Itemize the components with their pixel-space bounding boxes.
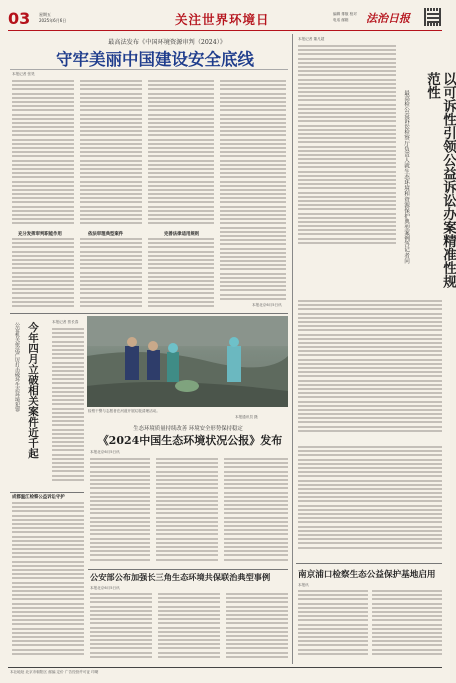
article6-headline: 南京浦口检察生态公益保护基地启用 [298, 570, 436, 580]
article5-body-col2 [158, 593, 220, 663]
article1-source-note: 本报北京6月5日讯 [252, 303, 282, 307]
article1-body-col4 [220, 80, 286, 310]
article4-body-col2 [156, 458, 218, 566]
photo-scene [87, 316, 288, 407]
photo-credit: 本报通讯员 摄 [235, 415, 258, 419]
article1-body-col2 [80, 80, 142, 230]
article2-bottom-rule [10, 492, 84, 493]
article3-body-top [298, 45, 396, 255]
article1-subhead-2: 依法审理典型案件 [88, 232, 124, 237]
article5-body-col1 [90, 593, 152, 663]
article1-rule [10, 69, 288, 70]
article3-body-low [298, 446, 442, 558]
contact-info: 电话 邮箱 [333, 18, 349, 22]
article1-body-col2b [80, 238, 142, 310]
article2-body-lower [12, 502, 84, 662]
article4-byline: 本报北京6月5日讯 [90, 450, 120, 454]
article5-top-rule [88, 569, 288, 570]
article2-body [52, 328, 84, 488]
article3-headline: 以可诉性引领公益诉讼办案精准性规范性 [424, 72, 456, 288]
footer-text: 本社地址 北京市朝阳区 邮编 定价 广告经营许可证 印刷 [10, 670, 99, 674]
article6-byline: 本报讯 [298, 583, 309, 587]
qr-code-icon [424, 8, 442, 26]
article1-byline: 本报记者 张昊 [12, 72, 35, 76]
article5-headline: 公安部公布加强长三角生态环境共保联治典型事例 [90, 572, 271, 582]
page-date: 2025年6月6日 [39, 18, 67, 23]
page-header [8, 8, 442, 30]
article6-body-col2 [372, 590, 442, 663]
footer-rule [8, 667, 442, 668]
header-rule [8, 30, 442, 31]
article1-subhead-1: 充分发挥审判职能作用 [18, 232, 62, 237]
newspaper-logo: 法治日报 [366, 12, 410, 25]
article2-kicker: 公安机关依法严厉打击破坏生态环境犯罪 [14, 322, 20, 412]
article2-subhead: 成都温江检察公益诉讼守护 [12, 495, 65, 500]
article1-body-col3b [148, 238, 214, 310]
article3-kicker: 最高检公益诉讼检察厅负责人就生态环境和资源保护典型案例答记者问 [403, 90, 409, 264]
right-column-divider [292, 34, 293, 664]
article5-byline: 本报北京6月5日讯 [90, 586, 120, 590]
page-number: 03 [8, 9, 31, 28]
article4-body-col1 [90, 458, 150, 566]
article4-headline: 《2024中国生态环境状况公报》发布 [97, 434, 283, 447]
article6-body-col1 [298, 590, 368, 663]
article2-byline: 本报记者 蔡长春 [52, 320, 79, 324]
article1-body-col1 [12, 80, 74, 230]
article1-subhead-3: 完善法律适用规则 [164, 232, 200, 237]
editor-info: 编辑 排版 校对 [333, 12, 357, 16]
photo-caption: 检察干警与志愿者在河道开展垃圾清理活动。 [88, 409, 160, 413]
article1-kicker: 最高法发布《中国环境资源审判（2024）》 [108, 39, 226, 46]
page-weekday: 星期五 [39, 12, 51, 17]
article4-kicker: 生态环境质量持续改善 环境安全形势保持稳定 [133, 426, 243, 432]
article3-byline: 本报记者 董凡超 [298, 37, 325, 41]
article1-body-col3 [148, 80, 214, 230]
article1-body-col1b [12, 238, 74, 310]
article1-headline: 守牢美丽中国建设安全底线 [56, 50, 254, 69]
section-title: 关注世界环境日 [175, 12, 270, 27]
article6-top-rule [296, 563, 442, 564]
article2-top-rule [10, 313, 288, 314]
article2-headline: 今年四月立破相关案件近千起 [27, 322, 39, 459]
article4-body-col3 [224, 458, 288, 566]
article5-body-col3 [226, 593, 288, 663]
news-photo [87, 316, 288, 407]
article3-body-mid [298, 300, 442, 440]
